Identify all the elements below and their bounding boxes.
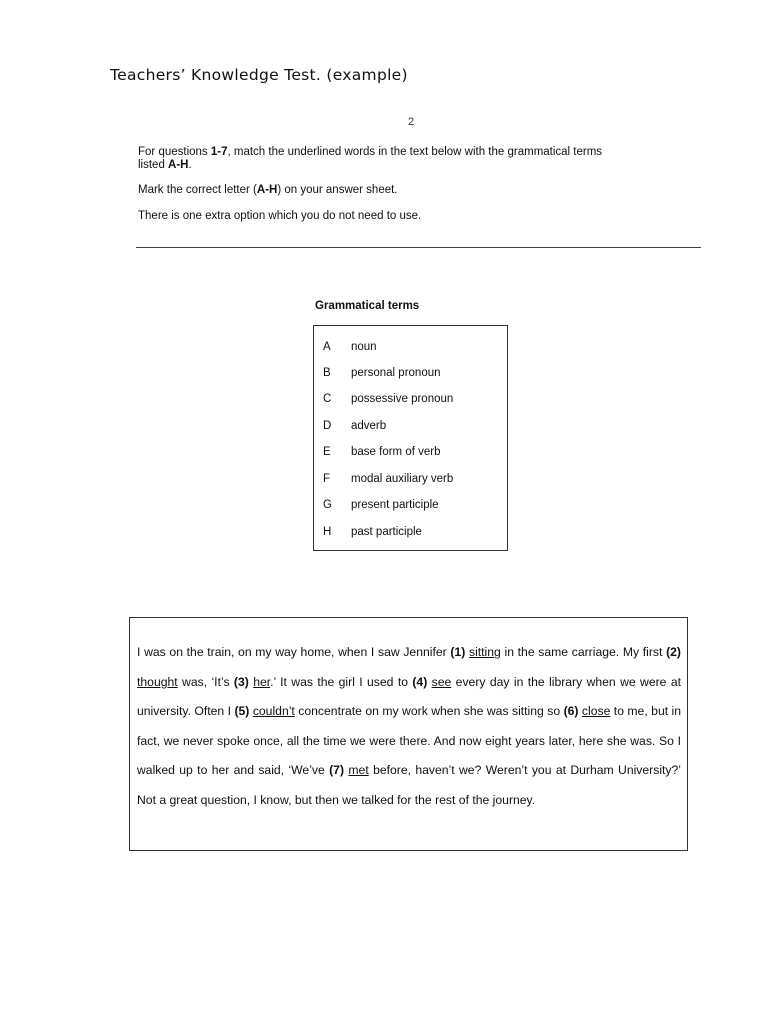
term-text: adverb	[351, 420, 387, 432]
terms-heading: Grammatical terms	[315, 300, 420, 312]
question-number: (2)	[666, 645, 681, 659]
question-number: (7)	[329, 763, 345, 777]
underlined-word: met	[348, 763, 369, 777]
question-number: (6)	[563, 704, 579, 718]
term-text: possessive pronoun	[351, 393, 454, 405]
instruction-line-1: For questions 1-7, match the underlined words in the text below with the grammatical terms listed A-H.	[138, 146, 603, 171]
terms-box	[313, 325, 508, 551]
question-number: (5)	[234, 704, 250, 718]
underlined-word: see	[431, 674, 452, 689]
underlined-word: sitting	[468, 645, 501, 659]
underlined-word: close	[581, 704, 611, 718]
term-letter: F	[323, 473, 331, 485]
term-text: modal auxiliary verb	[351, 473, 454, 485]
instruction-line-3: There is one extra option which you do not need to use.	[138, 210, 422, 222]
term-letter: D	[323, 420, 332, 432]
passage-box	[129, 617, 688, 851]
instruction-line-2: Mark the correct letter (A-H) on your answer sheet.	[138, 184, 398, 196]
question-number: (1)	[450, 645, 466, 659]
underlined-word: her	[253, 674, 271, 689]
page-mark: 2	[408, 116, 415, 128]
term-letter: G	[323, 499, 332, 511]
underlined-word: thought	[137, 674, 178, 689]
question-number: (4)	[412, 674, 428, 689]
passage-text: I was on the train, on my way home, when I saw Jennifer (1) sitting in the same carriage. My first (2) thought was, ‘It’s (3) her.’ It was the girl I used to (4) see every day in the library when we were at university. Often I (5) couldn’t concentrate on my work when she was sitting so (6) close to me, but in fact, we never spoke once, all the time we were there. And now eight years later, here she was. So I walked up to her and said, ‘We’ve (7) met before, haven’t we? Weren’t you at Durham University?’ Not a great question, I know, but then we talked for the rest of the journey.	[137, 645, 682, 807]
document-title: Teachers’ Knowledge Test. (example)	[110, 66, 408, 84]
term-letter: E	[323, 446, 331, 458]
underlined-word: couldn’t	[252, 704, 295, 718]
term-text: base form of verb	[351, 446, 441, 458]
term-letter: A	[323, 341, 331, 353]
term-text: noun	[351, 341, 377, 353]
term-letter: H	[323, 526, 332, 538]
term-text: past participle	[351, 526, 422, 538]
question-number: (3)	[233, 674, 249, 689]
section-divider	[136, 247, 701, 248]
term-text: personal pronoun	[351, 367, 441, 379]
term-text: present participle	[351, 499, 439, 511]
term-letter: C	[323, 393, 332, 405]
term-letter: B	[323, 367, 331, 379]
